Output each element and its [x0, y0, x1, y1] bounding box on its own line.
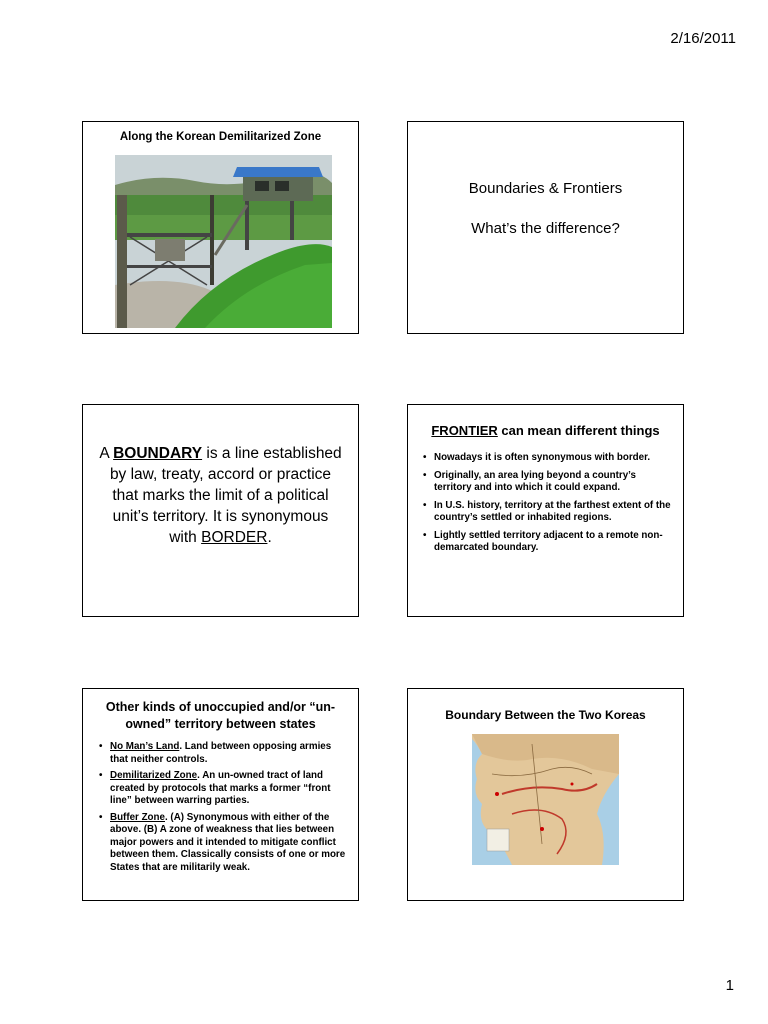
slide-heading: Boundaries & Frontiers: [468, 180, 623, 197]
korea-map-image: [472, 734, 619, 865]
list-item: • Demilitarized Zone. An un-owned tract of land created by protocols that marks a former “front line” between warring parties.: [110, 770, 348, 808]
boundary-definition-text: A BOUNDARY is a line established by law, treaty, accord or practice that marks the limit of a political unit’s territory. It is synonymous with BORDER.: [99, 445, 342, 546]
border-keyword: BORDER: [201, 529, 268, 546]
territory-bullet-list: [83, 741, 358, 874]
frontier-bullet-list: [408, 452, 683, 555]
page-date: 2/16/2011: [670, 30, 736, 47]
slide-unowned-territory: [82, 688, 359, 901]
slide-title: FRONTIER can mean different things: [431, 423, 660, 438]
slide-korea-map: [407, 688, 684, 901]
slide-title: Boundary Between the Two Koreas: [445, 708, 646, 722]
boundary-keyword: BOUNDARY: [113, 445, 203, 462]
slide-title: Along the Korean Demilitarized Zone: [119, 131, 322, 143]
list-item: • Nowadays it is often synonymous with border.: [434, 452, 673, 465]
slide-title: Other kinds of unoccupied and/or “un-owned” territory between states: [105, 700, 336, 731]
list-item: • Buffer Zone. (A) Synonymous with either of the above. (B) A zone of weakness that lies between major powers and it intended to mitigate conflict between them. Classically consists of one or more States that are militarily weak.: [110, 812, 348, 875]
list-item: • Lightly settled territory adjacent to a remote non-demarcated boundary.: [434, 530, 673, 555]
slide-boundary-definition: [82, 404, 359, 617]
slide-dmz-photo: [82, 121, 359, 334]
slide-subheading: What’s the difference?: [471, 220, 620, 237]
list-item: • In U.S. history, territory at the farthest extent of the country’s settled or inhabited regions.: [434, 500, 673, 525]
list-item: • No Man’s Land. Land between opposing armies that neither controls.: [110, 741, 348, 766]
slide-boundaries-frontiers: [407, 121, 684, 334]
page-number: 1: [725, 977, 734, 994]
slide-frontier-meanings: [407, 404, 684, 617]
guard-tower-photo: [115, 155, 332, 328]
list-item: • Originally, an area lying beyond a country’s territory and into which it could expand.: [434, 470, 673, 495]
